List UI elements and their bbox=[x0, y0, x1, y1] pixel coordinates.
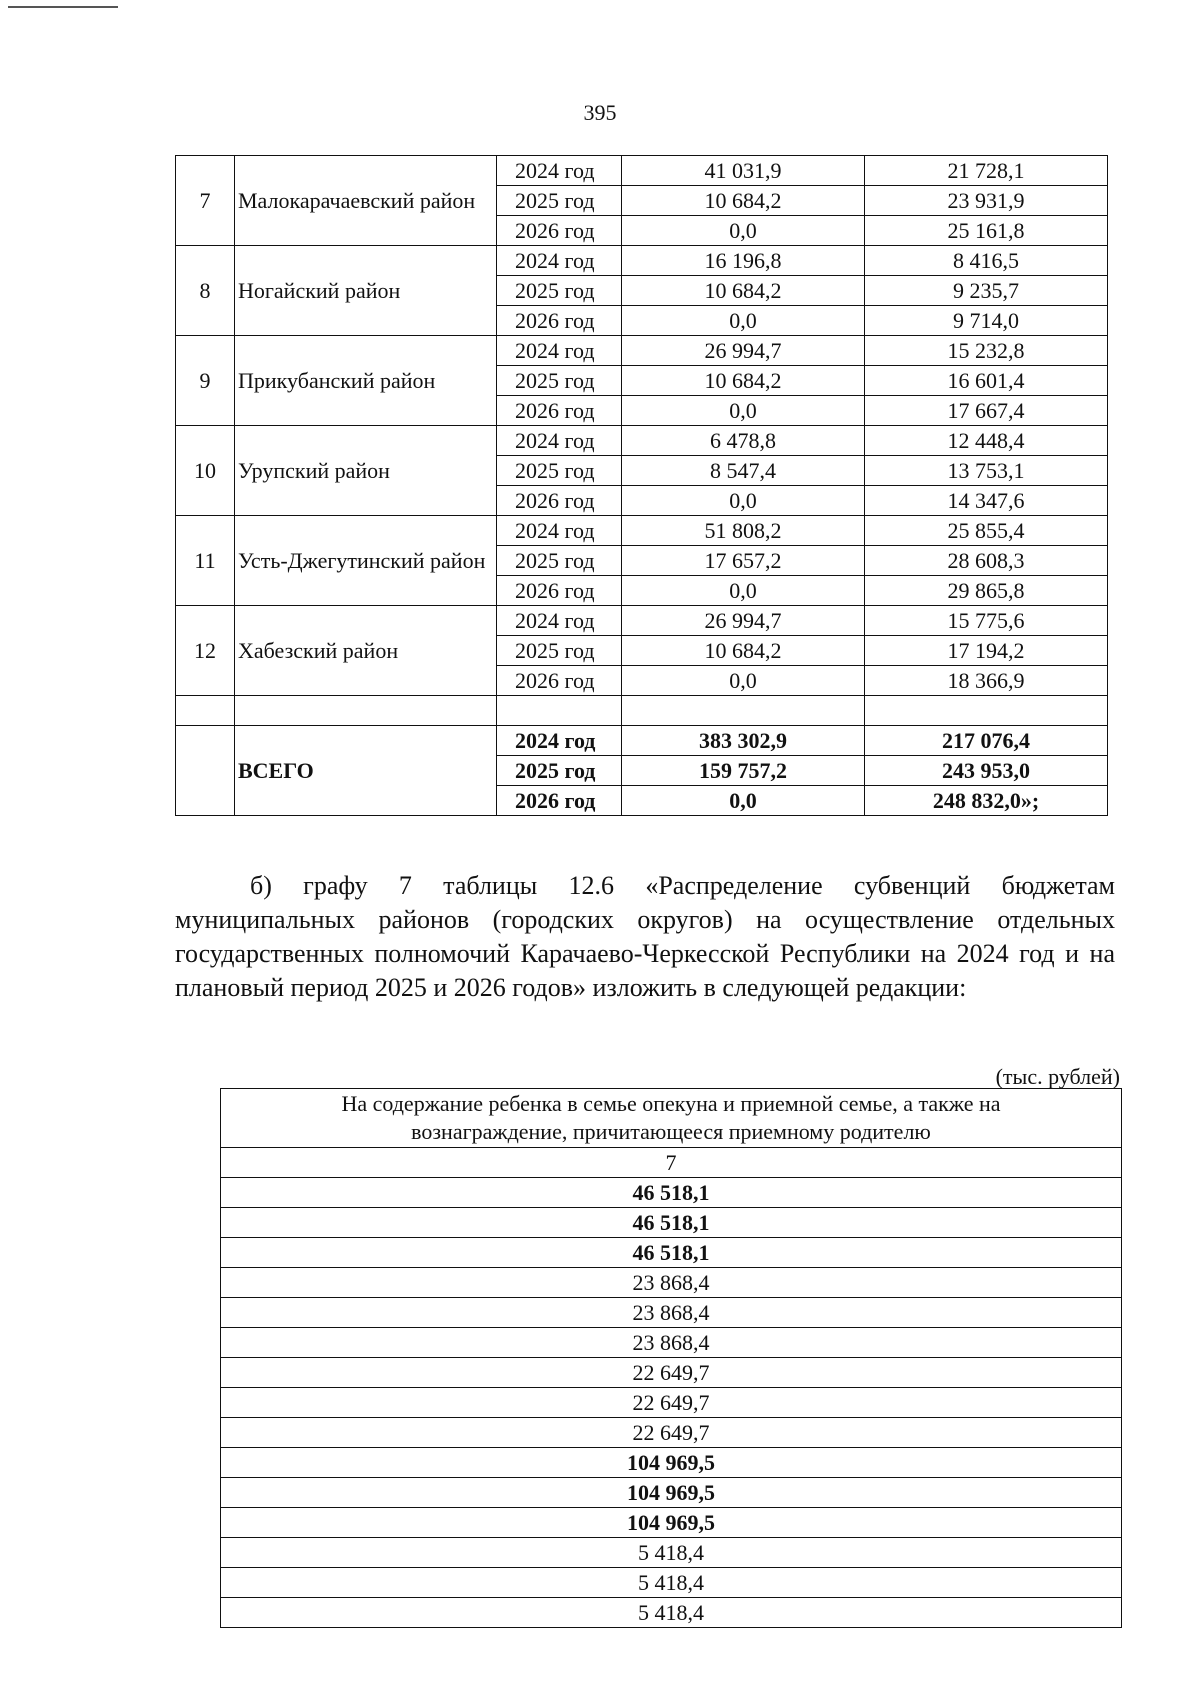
value-cell: 51 808,2 bbox=[622, 516, 865, 546]
table-row bbox=[176, 516, 1108, 546]
column-header bbox=[221, 1089, 1122, 1148]
column-7-table bbox=[220, 1088, 1122, 1628]
table-row bbox=[176, 246, 1108, 276]
value-cell: 10 684,2 bbox=[622, 186, 865, 216]
year-cell: 2026 год bbox=[497, 786, 622, 816]
year-cell: 2024 год bbox=[497, 246, 622, 276]
value-cell: 13 753,1 bbox=[865, 456, 1108, 486]
units-label: (тыс. рублей) bbox=[995, 1064, 1120, 1089]
total-row bbox=[176, 726, 1108, 756]
empty-row bbox=[176, 696, 1108, 726]
table-row bbox=[221, 1268, 1122, 1298]
value-cell: 26 994,7 bbox=[622, 336, 865, 366]
year-cell: 2026 год bbox=[497, 576, 622, 606]
table-row bbox=[221, 1448, 1122, 1478]
value-cell: 5 418,4 bbox=[221, 1568, 1122, 1598]
value-cell: 16 601,4 bbox=[865, 366, 1108, 396]
year-cell: 2025 год bbox=[497, 366, 622, 396]
empty-cell bbox=[235, 696, 497, 726]
value-cell: 25 855,4 bbox=[865, 516, 1108, 546]
value-cell: 23 868,4 bbox=[221, 1268, 1122, 1298]
value-cell: 17 194,2 bbox=[865, 636, 1108, 666]
value-cell: 6 478,8 bbox=[622, 426, 865, 456]
column-number: 7 bbox=[221, 1148, 1122, 1178]
district-name: Малокарачаевский район bbox=[235, 156, 497, 246]
value-cell: 0,0 bbox=[622, 396, 865, 426]
year-cell: 2026 год bbox=[497, 666, 622, 696]
district-name: Урупский район bbox=[235, 426, 497, 516]
table-row bbox=[221, 1388, 1122, 1418]
value-cell: 29 865,8 bbox=[865, 576, 1108, 606]
district-name: Усть-Джегутинский район bbox=[235, 516, 497, 606]
table-row bbox=[176, 606, 1108, 636]
value-cell: 5 418,4 bbox=[221, 1598, 1122, 1628]
value-cell: 26 994,7 bbox=[622, 606, 865, 636]
year-cell: 2024 год bbox=[497, 726, 622, 756]
district-number: 11 bbox=[176, 516, 235, 606]
column-header-line-1: На содержание ребенка в семье опекуна и приемной семье, а также на bbox=[341, 1091, 1001, 1116]
value-cell: 22 649,7 bbox=[221, 1418, 1122, 1448]
district-number: 9 bbox=[176, 336, 235, 426]
value-cell: 10 684,2 bbox=[622, 276, 865, 306]
district-number: 12 bbox=[176, 606, 235, 696]
table-row bbox=[221, 1238, 1122, 1268]
value-cell: 15 775,6 bbox=[865, 606, 1108, 636]
year-cell: 2025 год bbox=[497, 456, 622, 486]
table-row bbox=[176, 156, 1108, 186]
district-name: Прикубанский район bbox=[235, 336, 497, 426]
district-number: 8 bbox=[176, 246, 235, 336]
value-cell: 18 366,9 bbox=[865, 666, 1108, 696]
value-cell: 15 232,8 bbox=[865, 336, 1108, 366]
table-row bbox=[176, 336, 1108, 366]
total-label: ВСЕГО bbox=[235, 726, 497, 816]
value-cell: 0,0 bbox=[622, 216, 865, 246]
total-value-cell: 217 076,4 bbox=[865, 726, 1108, 756]
total-value-cell: 159 757,2 bbox=[622, 756, 865, 786]
table-row bbox=[221, 1478, 1122, 1508]
year-cell: 2025 год bbox=[497, 186, 622, 216]
column-number-row bbox=[221, 1148, 1122, 1178]
value-cell: 10 684,2 bbox=[622, 366, 865, 396]
value-cell: 23 931,9 bbox=[865, 186, 1108, 216]
value-cell: 9 235,7 bbox=[865, 276, 1108, 306]
value-cell: 46 518,1 bbox=[221, 1178, 1122, 1208]
value-cell: 104 969,5 bbox=[221, 1478, 1122, 1508]
value-cell: 22 649,7 bbox=[221, 1388, 1122, 1418]
year-cell: 2026 год bbox=[497, 486, 622, 516]
subvention-table-districts bbox=[175, 155, 1108, 816]
year-cell: 2024 год bbox=[497, 336, 622, 366]
value-cell: 23 868,4 bbox=[221, 1298, 1122, 1328]
value-cell: 0,0 bbox=[622, 576, 865, 606]
value-cell: 41 031,9 bbox=[622, 156, 865, 186]
value-cell: 0,0 bbox=[622, 486, 865, 516]
empty-cell bbox=[497, 696, 622, 726]
value-cell: 104 969,5 bbox=[221, 1448, 1122, 1478]
table-row bbox=[221, 1298, 1122, 1328]
value-cell: 14 347,6 bbox=[865, 486, 1108, 516]
year-cell: 2026 год bbox=[497, 216, 622, 246]
value-cell: 46 518,1 bbox=[221, 1238, 1122, 1268]
year-cell: 2025 год bbox=[497, 636, 622, 666]
district-number: 10 bbox=[176, 426, 235, 516]
year-cell: 2026 год bbox=[497, 396, 622, 426]
value-cell: 22 649,7 bbox=[221, 1358, 1122, 1388]
value-cell: 9 714,0 bbox=[865, 306, 1108, 336]
amendment-text: б) графу 7 таблицы 12.6 «Распределение субвенций бюджетам муниципальных районов (городских округов) на осуществление отдельных государственных полномочий Карачаево-Черкесской Республики на 2024 год и на плановый период 2025 и 2026 годов» изложить в следующей редакции: bbox=[175, 871, 1115, 1002]
empty-cell bbox=[865, 696, 1108, 726]
value-cell: 8 416,5 bbox=[865, 246, 1108, 276]
value-cell: 46 518,1 bbox=[221, 1208, 1122, 1238]
year-cell: 2026 год bbox=[497, 306, 622, 336]
value-cell: 25 161,8 bbox=[865, 216, 1108, 246]
year-cell: 2025 год bbox=[497, 546, 622, 576]
district-number: 7 bbox=[176, 156, 235, 246]
value-cell: 12 448,4 bbox=[865, 426, 1108, 456]
total-value-cell: 243 953,0 bbox=[865, 756, 1108, 786]
table-row bbox=[221, 1568, 1122, 1598]
page-number: 395 bbox=[583, 100, 617, 125]
column-header-line-2: вознаграждение, причитающееся приемному родителю bbox=[411, 1119, 931, 1144]
empty-cell bbox=[176, 696, 235, 726]
year-cell: 2025 год bbox=[497, 756, 622, 786]
scan-artifact-line bbox=[8, 6, 118, 8]
total-value-cell: 0,0 bbox=[622, 786, 865, 816]
year-cell: 2024 год bbox=[497, 606, 622, 636]
table-row bbox=[221, 1418, 1122, 1448]
empty-cell bbox=[622, 696, 865, 726]
table-row bbox=[221, 1508, 1122, 1538]
value-cell: 104 969,5 bbox=[221, 1508, 1122, 1538]
year-cell: 2024 год bbox=[497, 156, 622, 186]
value-cell: 28 608,3 bbox=[865, 546, 1108, 576]
table-row bbox=[221, 1178, 1122, 1208]
total-value-cell: 383 302,9 bbox=[622, 726, 865, 756]
table-row bbox=[221, 1328, 1122, 1358]
district-name: Ногайский район bbox=[235, 246, 497, 336]
value-cell: 5 418,4 bbox=[221, 1538, 1122, 1568]
value-cell: 10 684,2 bbox=[622, 636, 865, 666]
value-cell: 0,0 bbox=[622, 666, 865, 696]
table-row bbox=[221, 1208, 1122, 1238]
table-row bbox=[221, 1358, 1122, 1388]
total-number-cell bbox=[176, 726, 235, 816]
value-cell: 16 196,8 bbox=[622, 246, 865, 276]
value-cell: 0,0 bbox=[622, 306, 865, 336]
table-row bbox=[176, 426, 1108, 456]
value-cell: 17 667,4 bbox=[865, 396, 1108, 426]
year-cell: 2025 год bbox=[497, 276, 622, 306]
table-header-row bbox=[221, 1089, 1122, 1148]
value-cell: 21 728,1 bbox=[865, 156, 1108, 186]
district-name: Хабезский район bbox=[235, 606, 497, 696]
value-cell: 8 547,4 bbox=[622, 456, 865, 486]
table-row bbox=[221, 1538, 1122, 1568]
year-cell: 2024 год bbox=[497, 516, 622, 546]
table-row bbox=[221, 1598, 1122, 1628]
total-value-cell: 248 832,0»; bbox=[865, 786, 1108, 816]
value-cell: 17 657,2 bbox=[622, 546, 865, 576]
amendment-paragraph bbox=[175, 869, 1115, 1005]
value-cell: 23 868,4 bbox=[221, 1328, 1122, 1358]
year-cell: 2024 год bbox=[497, 426, 622, 456]
